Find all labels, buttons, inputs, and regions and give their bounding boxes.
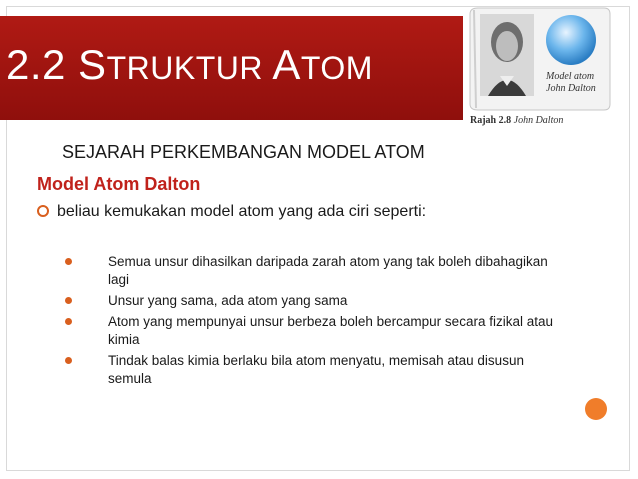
list-item: Atom yang mempunyai unsur berbeza boleh bercampur secara fizikal atau kimia (65, 313, 568, 349)
dot-bullet-icon (65, 258, 72, 265)
figure-label-2: John Dalton (546, 83, 596, 94)
circle-bullet-icon (37, 205, 49, 217)
slide-title: 2.2 STRUKTUR ATOM (6, 41, 373, 88)
intro-text: beliau kemukakan model atom yang ada ciri seperti: (57, 203, 427, 220)
dalton-figure (466, 6, 612, 112)
figure-label-1: Model atom (546, 71, 595, 82)
atom-sphere (546, 15, 596, 65)
list-item: Semua unsur dihasilkan daripada zarah atom yang tak boleh dibahagikan lagi (65, 253, 568, 289)
portrait-image (480, 14, 534, 96)
dot-bullet-icon (65, 297, 72, 304)
intro-bullet (37, 203, 426, 221)
figure-caption: Rajah 2.8 John Dalton (470, 115, 564, 126)
dot-bullet-icon (65, 357, 72, 364)
slide-subtitle: SEJARAH PERKEMBANGAN MODEL ATOM (62, 142, 425, 162)
dot-bullet-icon (65, 318, 72, 325)
list-item: Tindak balas kimia berlaku bila atom menyatu, memisah atau disusun semula (65, 352, 568, 388)
list-item: Unsur yang sama, ada atom yang sama (65, 292, 568, 310)
dalton-points-list (65, 253, 568, 391)
section-heading: Model Atom Dalton (37, 174, 201, 194)
decorative-circle-icon (585, 398, 607, 420)
